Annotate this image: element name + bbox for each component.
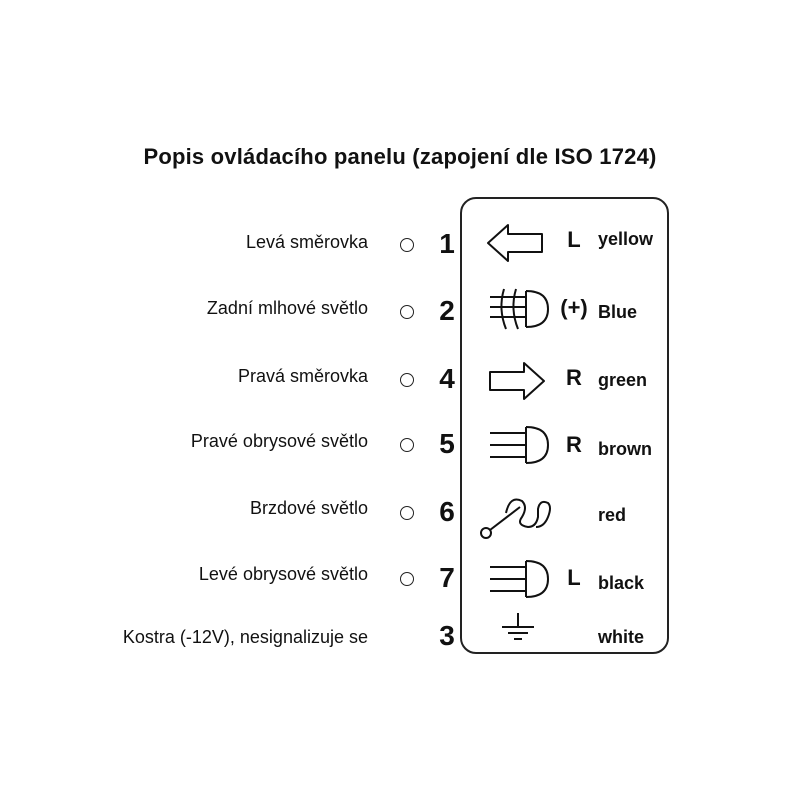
ground-icon [496, 611, 540, 645]
wire-color-black: black [598, 573, 645, 593]
arrow-left-icon [486, 221, 546, 265]
pin-number-6: 6 [439, 496, 455, 527]
label-left-turn: Levá směrovka [245, 232, 368, 252]
pin-number-4: 4 [439, 363, 455, 394]
label-left-position: Levé obrysové světlo [198, 564, 368, 584]
indicator-circle-4 [400, 373, 414, 387]
label-ground: Kostra (-12V), nesignalizuje se [122, 627, 368, 647]
position-light-icon [484, 421, 552, 469]
indicator-circle-2 [400, 305, 414, 319]
side-marker-plus: (+) [560, 295, 588, 320]
fog-light-icon [484, 285, 552, 333]
indicator-circle-1 [400, 238, 414, 252]
pin-number-1: 1 [439, 228, 455, 259]
position-light-icon [484, 555, 552, 603]
indicator-circle-7 [400, 572, 414, 586]
pin-number-5: 5 [439, 428, 455, 459]
connector-panel [460, 197, 669, 654]
wire-color-red: red [598, 505, 627, 525]
wire-color-green: green [598, 370, 648, 390]
side-marker-L: L [567, 227, 581, 252]
indicator-circle-5 [400, 438, 414, 452]
wire-color-white: white [598, 627, 645, 647]
page-title: Popis ovládacího panelu (zapojení dle ISO 1724) [143, 144, 657, 169]
side-marker-R: R [566, 365, 582, 390]
pin-number-7: 7 [439, 562, 455, 593]
wire-color-yellow: yellow [598, 229, 654, 249]
label-rear-fog: Zadní mlhové světlo [206, 298, 368, 318]
label-right-turn: Pravá směrovka [237, 366, 368, 386]
pin-number-2: 2 [439, 295, 455, 326]
brake-light-icon [476, 487, 560, 543]
label-brake: Brzdové světlo [249, 498, 368, 518]
wire-color-blue: Blue [598, 302, 638, 322]
wire-color-brown: brown [598, 439, 652, 459]
label-right-position: Pravé obrysové světlo [190, 431, 368, 451]
pin-number-3: 3 [439, 620, 455, 651]
side-marker-L: L [567, 565, 581, 590]
side-marker-R: R [566, 432, 582, 457]
indicator-circle-6 [400, 506, 414, 520]
arrow-right-icon [486, 359, 546, 403]
